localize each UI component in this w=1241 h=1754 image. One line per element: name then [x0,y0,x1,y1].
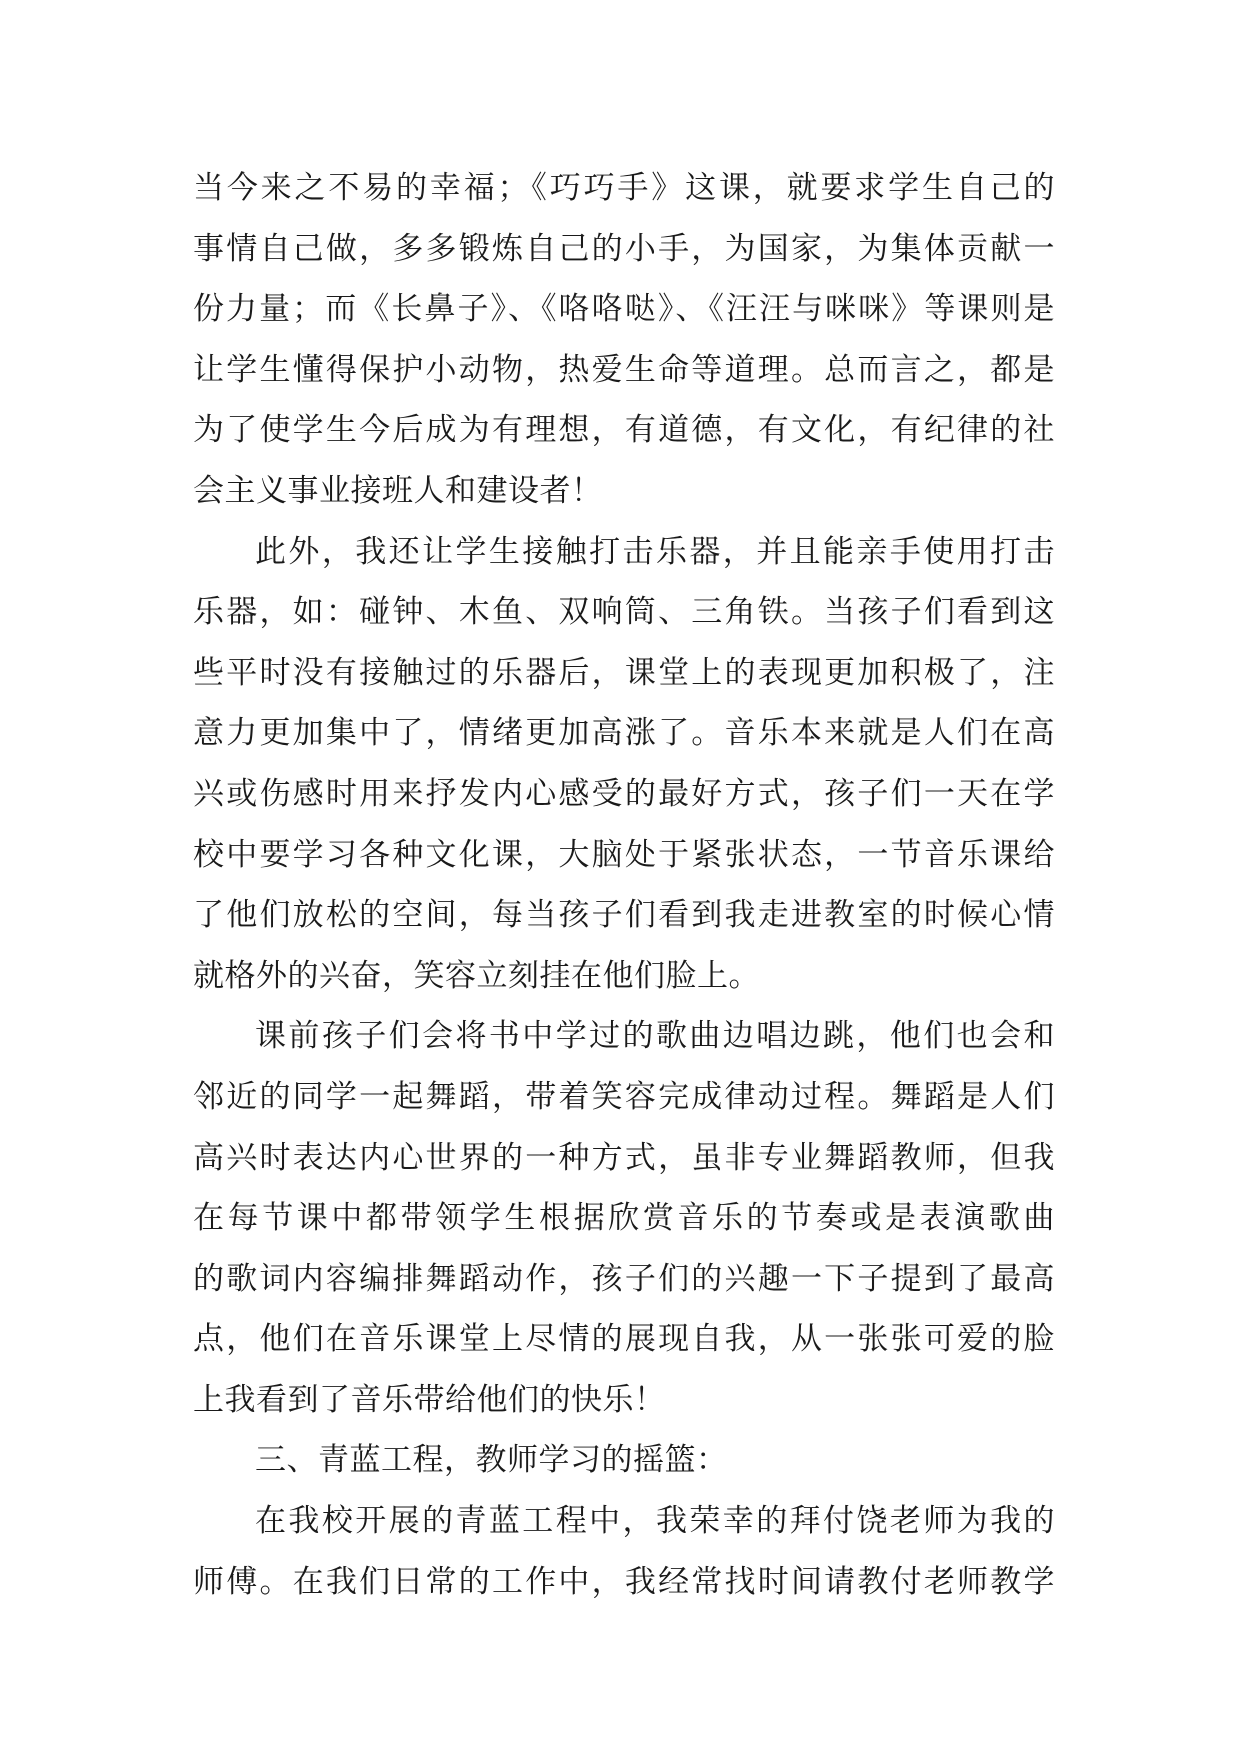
text-line: 就格外的兴奋，笑容立刻挂在他们脸上。 [193,957,760,994]
text-line: 高兴时表达内心世界的一种方式，虽非专业舞蹈教师，但我 [193,1139,1055,1176]
text-line: 了他们放松的空间，每当孩子们看到我走进教室的时候心情 [193,897,1055,934]
text-line: 邻近的同学一起舞蹈，带着笑容完成律动过程。舞蹈是人们 [193,1078,1055,1115]
text-line: 让学生懂得保护小动物，热爱生命等道理。总而言之，都是 [193,351,1055,388]
text-line: 兴或伤感时用来抒发内心感受的最好方式，孩子们一天在学 [193,775,1055,812]
text-line: 事情自己做，多多锻炼自己的小手，为国家，为集体贡献一 [193,230,1055,267]
text-line: 点，他们在音乐课堂上尽情的展现自我，从一张张可爱的脸 [193,1321,1055,1358]
text-line: 课前孩子们会将书中学过的歌曲边唱边跳，他们也会和 [255,1018,1055,1055]
text-line: 为了使学生今后成为有理想，有道德，有文化，有纪律的社 [193,412,1055,449]
paragraph [193,522,1055,1007]
text-line: 此外，我还让学生接触打击乐器，并且能亲手使用打击 [255,533,1055,570]
text-line: 三、青蓝工程，教师学习的摇篮： [255,1442,728,1479]
paragraph [193,158,1055,522]
text-line: 校中要学习各种文化课，大脑处于紧张状态，一节音乐课给 [193,836,1055,873]
text-line: 师傅。在我们日常的工作中，我经常找时间请教付老师教学 [193,1563,1055,1600]
text-line: 些平时没有接触过的乐器后，课堂上的表现更加积极了，注 [193,654,1055,691]
text-line: 当今来之不易的幸福；《巧巧手》这课，就要求学生自己的 [193,170,1055,206]
text-line: 乐器，如：碰钟、木鱼、双响筒、三角铁。当孩子们看到这 [193,594,1055,631]
text-line: 意力更加集中了，情绪更加高涨了。音乐本来就是人们在高 [193,715,1055,752]
text-line: 在我校开展的青蓝工程中，我荣幸的拜付饶老师为我的 [255,1503,1055,1540]
document-body [193,158,1055,1612]
text-line: 上我看到了音乐带给他们的快乐！ [193,1381,666,1418]
paragraph [193,1491,1055,1612]
section-heading [193,1430,1055,1491]
text-line: 会主义事业接班人和建设者！ [193,472,603,509]
text-line: 的歌词内容编排舞蹈动作，孩子们的兴趣一下子提到了最高 [193,1260,1055,1297]
paragraph [193,1006,1055,1430]
text-line: 份力量；而《长鼻子》、《咯咯哒》、《汪汪与咪咪》等课则是 [193,291,1055,328]
text-line: 在每节课中都带领学生根据欣赏音乐的节奏或是表演歌曲 [193,1200,1055,1237]
